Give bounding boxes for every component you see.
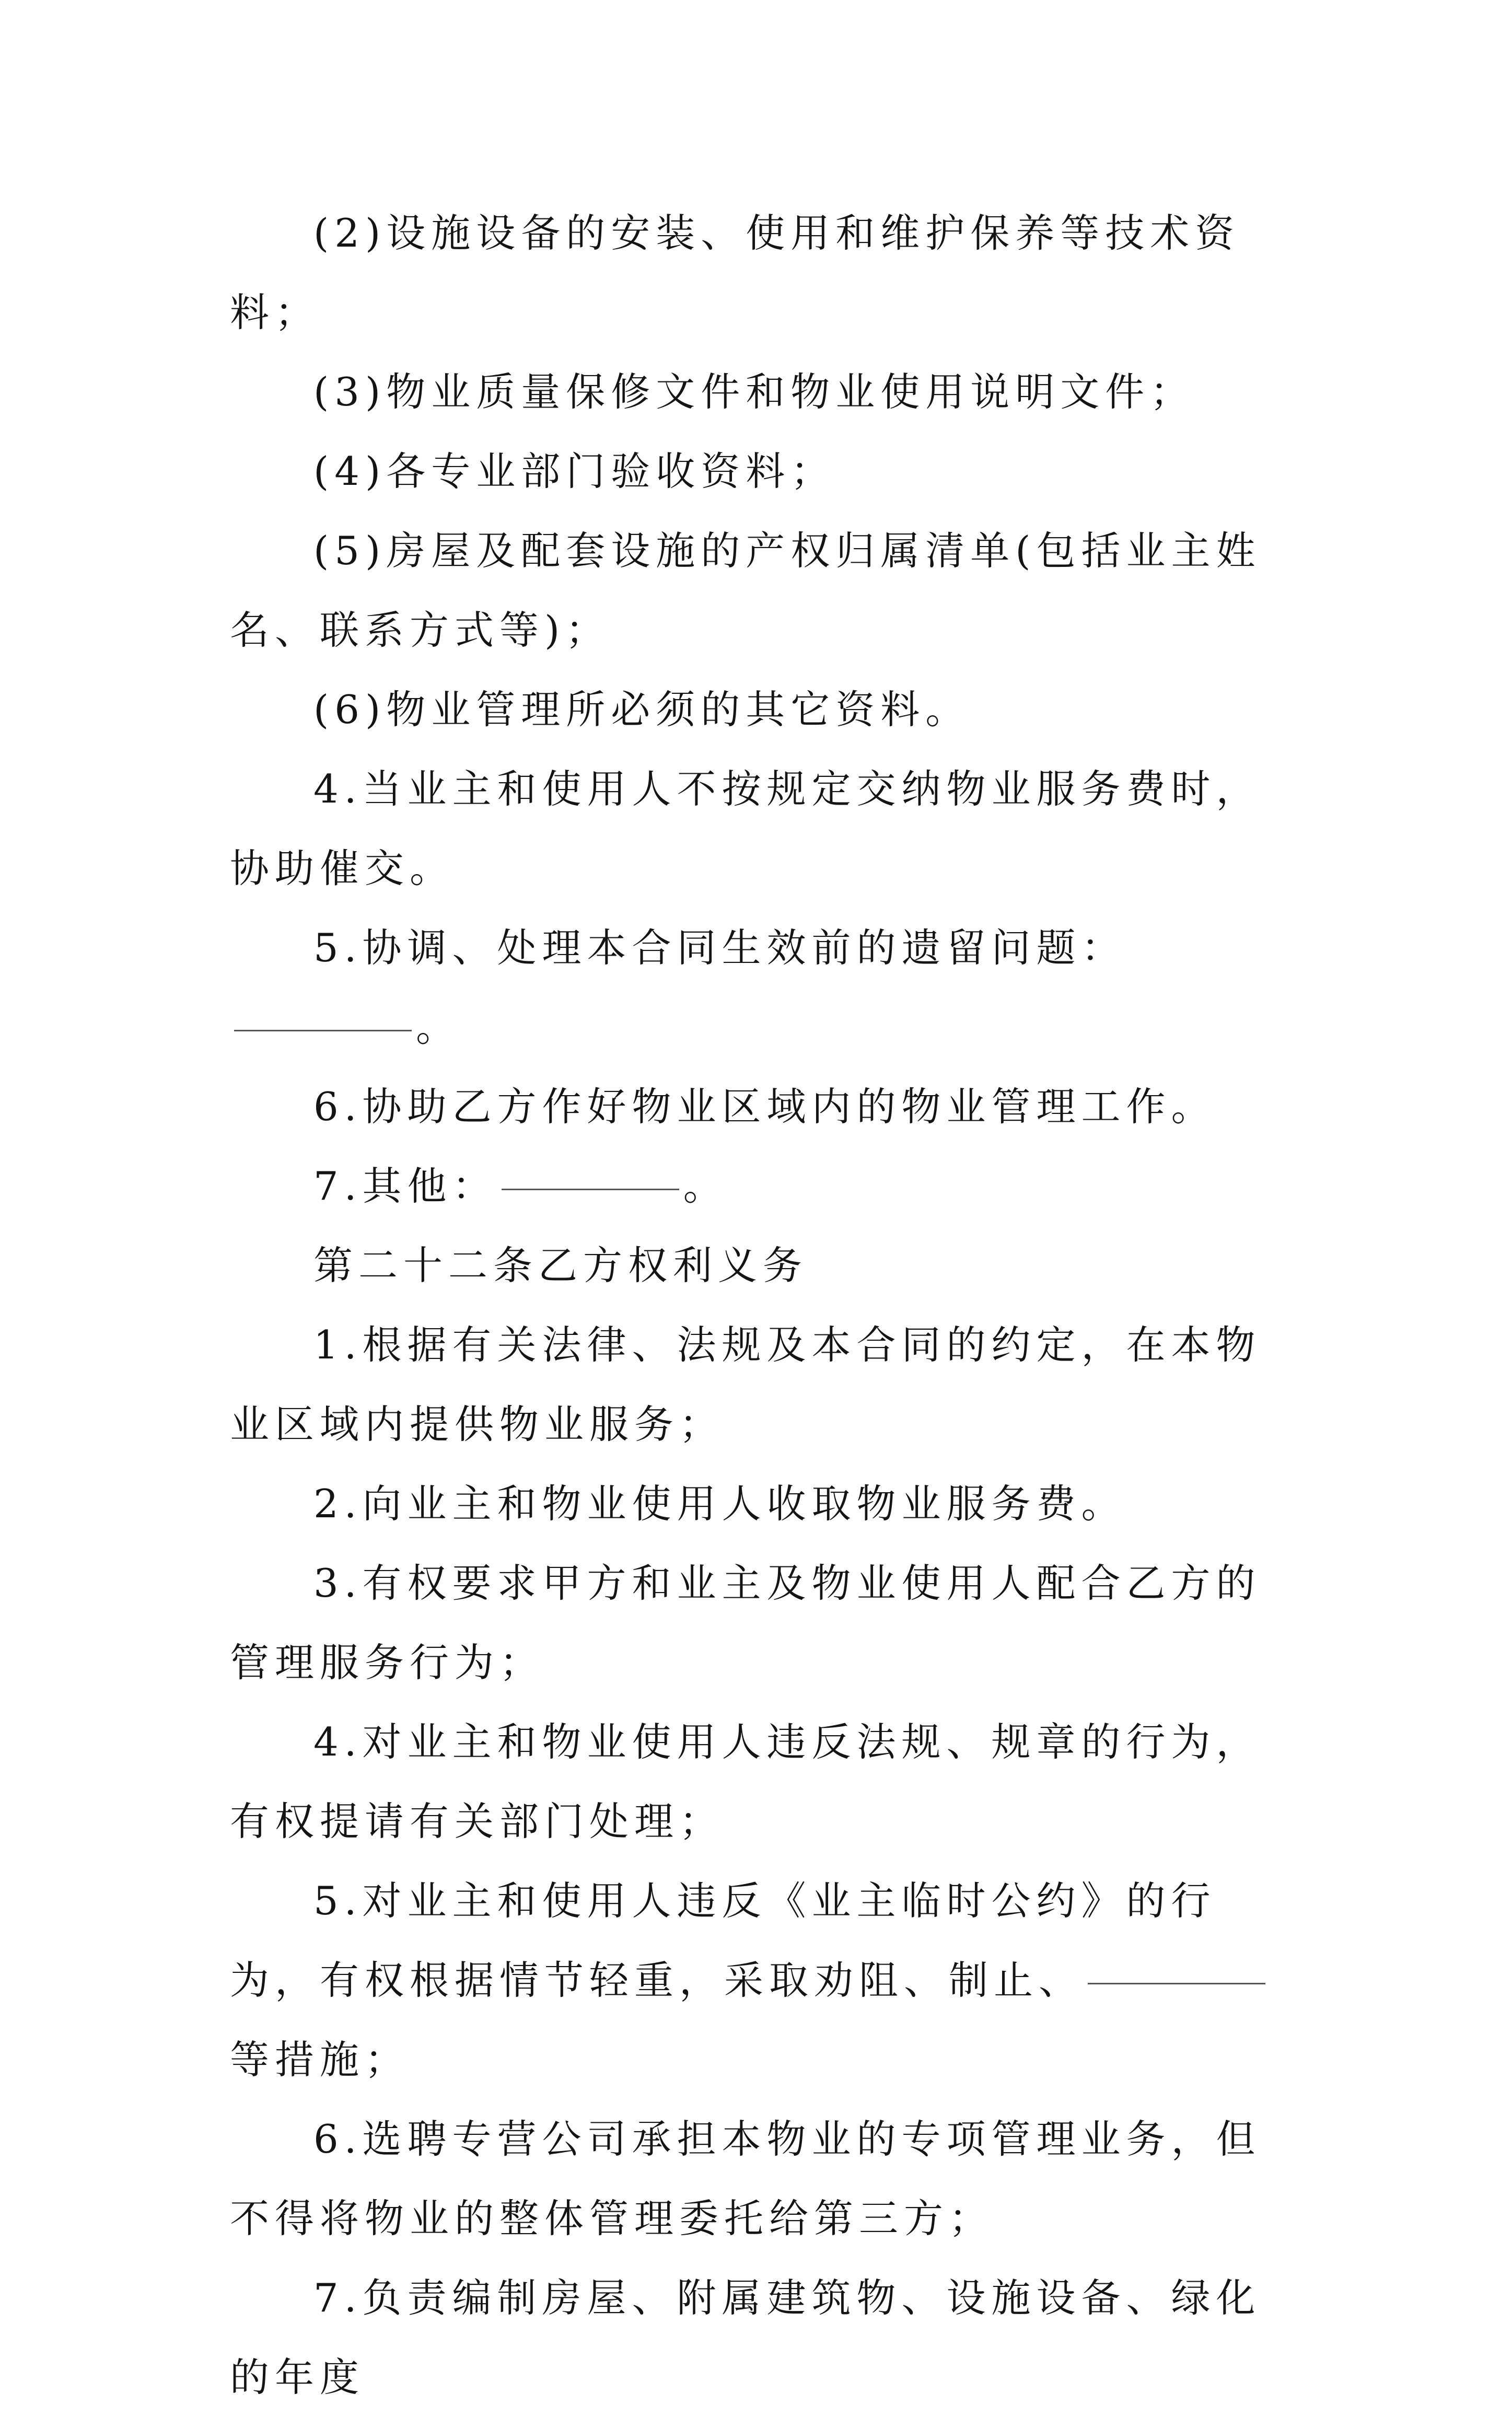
paragraph [230,908,1288,1067]
paragraph [230,1543,1288,1702]
paragraph [230,193,1288,352]
paragraph [230,1146,1288,1226]
paragraph-text: (4)各专业部门验收资料； [313,448,836,494]
paragraph [230,2099,1288,2258]
paragraph [230,352,1288,432]
paragraph [230,1305,1288,1464]
fill-in-blank [1088,1982,1265,1984]
paragraph [230,1861,1288,2099]
paragraph-text-after: 等措施； [230,2037,410,2083]
document-body [230,193,1288,2417]
paragraph-text: 2.向业主和物业使用人收取物业服务费。 [313,1481,1126,1527]
paragraph-text: (5)房屋及配套设施的产权归属清单(包括业主姓名、联系方式等)； [230,528,1261,653]
paragraph-text: 第二十二条乙方权利义务 [313,1242,808,1288]
paragraph-text: 5.协调、处理本合同生效前的遗留问题： [313,925,1126,971]
paragraph-text: 4.当业主和使用人不按规定交纳物业服务费时，协助催交。 [230,766,1261,891]
paragraph [230,1702,1288,1861]
paragraph-text: 3.有权要求甲方和业主及物业使用人配合乙方的管理服务行为； [230,1560,1261,1686]
paragraph-text: 6.选聘专营公司承担本物业的专项管理业务，但不得将物业的整体管理委托给第三方； [230,2116,1261,2241]
paragraph [230,670,1288,749]
paragraph [230,432,1288,511]
paragraph [230,749,1288,908]
paragraph-text: 7.负责编制房屋、附属建筑物、设施设备、绿化的年度 [230,2275,1261,2400]
paragraph-text: 4.对业主和物业使用人违反法规、规章的行为，有权提请有关部门处理； [230,1719,1261,1844]
paragraph [230,1067,1288,1146]
section-heading [230,1226,1288,1305]
paragraph [230,511,1288,670]
paragraph-text: (3)物业质量保修文件和物业使用说明文件； [313,369,1195,415]
paragraph-text: 6.协助乙方作好物业区域内的物业管理工作。 [313,1084,1216,1130]
paragraph-text-after: 。 [416,1004,461,1050]
paragraph [230,2258,1288,2417]
paragraph-text: (6)物业管理所必须的其它资料。 [313,687,971,733]
paragraph-text: 5.对业主和使用人违反《业主临时公约》的行为，有权根据情节轻重，采取劝阻、制止、 [230,1878,1216,2003]
paragraph [230,1464,1288,1543]
paragraph-text: (2)设施设备的安装、使用和维护保养等技术资料； [230,210,1240,335]
paragraph-text: 7.其他： [313,1163,497,1209]
fill-in-blank [502,1188,679,1190]
paragraph-text: 1.根据有关法律、法规及本合同的约定，在本物业区域内提供物业服务； [230,1322,1261,1447]
paragraph-text-after: 。 [683,1163,728,1209]
fill-in-blank [234,1029,412,1031]
